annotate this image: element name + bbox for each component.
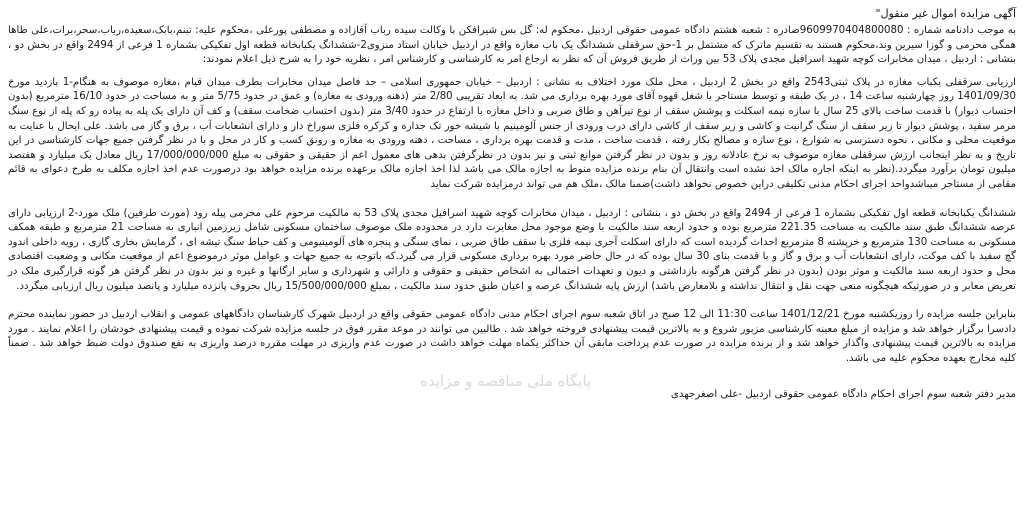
notice-title: آگهی مزایده اموال غیر منقول" [875,7,1016,20]
paragraph-house-appraisal: ششدانگ یکبابخانه قطعه اول تفکیکی بشماره 1 فرعی از 2494 واقع در بخش دو ، بنشانی : اردبیل ، میدان مخابرات کوچه شهید اسرافیل مجدی پلاک 53 به مالکیت مرحوم علی محرمی پیله رود (مورث طرفین) ملک مورد-2 ارزیابی دارای عرصه ششدانگ طبق سند مالکیت به مساحت 221.35 مترمربع بوده و حدود اربعه سند مالکیت با وضع موجود محل مغایرت دارد در محدوده ملک موصوف ساختمان مسکونی شامل زیرزمین انباری به مساحت 21 مترمربع و طبقه همکف مسکونی به مساحت 130 مترمربع و خرپشته 8 مترمربع احداث گردیده است که دارای اسکلت آجری نیمه فلزی با سقف طاق ضربی ، نمای سنگی و پنجره های آلومینیومی و کف حیاط سنگ تیشه ای ، گرمایش بخاری گازی ، رویه داخلی اندود گچ سفید با کف موکت، دارای انشعابات آب و برق و گاز و با قدمت بنای 30 سال بوده که در حال حاضر مورد بهره برداری مسکونی قرار می گیرد.که باتوجه به جمیع جهات و عوامل موثر درموضوع اعم از موقعیت مکانی و وضعیت اقتصادی محل و حدود اربعه سند مالکیت و موثر بودن (بدون در نظر گرفتن هرگونه بازداشتی و دیون و تعهدات احتمالی به اشخاص حقیقی و حقوقی و دارائی و شهرداری و سایر ارگانها و غیره و نیز بدون در نظر گرفتن هر گونه قرارگیری ملک در تعریض معابر و در صورتیکه هیچگونه منعی جهت نقل و انتقال نداشته و بلامعارض باشد) ارزش پایه ششدانگ عرصه و اعیان طبق حدود سند مالکیت ، بمبلغ 15/500/000/000 ریال بحروف پانزده میلیارد و پانصد میلیون ریال ارزیابی میگردد. [8,207,1017,292]
paragraph-case-intro: به موجب دادنامه شماره : 9609970404800080صادره : شعبه هشتم دادگاه عمومی حقوقی اردبیل ،محکوم له: گل بس شیرافکن با وکالت سیده رباب آقازاده و مصطفی پورعلی ،محکوم علیه: تبنم،بابک،سعیده،رباب،سحر،برات،علی طاها همگی محرمی و گوزا سیرین وند،محکوم هستند به تقسیم ماترک که مشتمل بر 1-حق سرقفلی ششدانگ یک باب مغازه واقع در اردبیل خیابان استاد منزوی2-ششدانگ یکبابخانه قطعه اول تفکیکی بشماره 1 فرعی از 2494 واقع در بخش دو ، بنشانی : اردبیل ، میدان مخابرات کوچه شهید اسرافیل مجدی پلاک 53 بین وراث از طریق فروش آن که نظر به ارجاع امر به کارشناسی و کارشناس امر ، نظریه خود را به شرح ذیل اعلام نمودند: [8,25,1016,66]
watermark-text: پایگاه ملی مناقصه و مزایده [420,372,592,390]
paragraph-shop-appraisal: ارزیابی سرقفلی یکباب مغازه در پلاک ثبتی2543 واقع در بخش 2 اردبیل ، محل ملک مورد اختلاف به نشانی : اردبیل – خیابان جمهوری اسلامی – حد فاصل میدان مخابرات بطرف میدان قیام ،مغازه موصوف به هنگام-1 بازدید مورخ 1401/09/30 روز چهارشنبه ساعت 14 ، در یک طبقه و توسط مستاجر با شغل قهوه آقای مورد بهره برداری می شد. به ابعاد تقریبی 2/80 متر (دهنه ورودی به مغازه) و عمق در حدود 5/75 متر و به مساحت در حدود 16/10 مترمربع (بدون احتساب دیوار) با قدمت ساخت بالای 25 سال با سازه نیمه اسکلت و پوشش سقف از نوع تیرآهن و طاق ضربی و داخل مغازه با ارتفاع در حدود 3/40 متر (بدون احتساب ضخامت سقف) و کف آن دارای یک پله به پیاده رو که پله از نوع سنگ مرمر سفید ، پوشش دیوار تا زیر سقف از سنگ گرانیت و کاشی و زیر سقف از کاشی دارای درب ورودی از جنس آلومینیم با شیشه خور تک جداره و کرکره فلزی سوراخ دار و دارای انشعابات آب ، برق و گاز می باشد. علی ایحال با عنایت به موقعیت محلی و مکانی ، نحوه دسترسی به شوارع ، نوع سازه و مصالح بکار رفته ، قدمت ساخت ، مدت و قدمت بهره برداری ، مساحت ، دهنه ورودی به مغازه و رونق کسب و کار در محل و با در نظر گرفتن جمیع جهات کارشناسی در این تاریخ و به نظر اینجانب ارزش سرقفلی مغازه موصوف به نرخ عادلانه روز و بدون در نظر گرفتن موانع ثبتی و نیز بدون در نظرگرفتن بدهی های معمول اعم از حقیقی و حقوقی به مبلغ 17/000/000/000 ریال معادل یک میلیارد و هفتصد میلیون تومان برآورد میگردد.(نظر به اینکه اجاره مالک اخذ نشده است وانتقال آن بنام برنده مزایده منوط به اجازه مالک می باشد لذا اخذ اجازه مالک برعهده برنده مزایده خواهد بود درصورت عدم اخذ اجازه مکلف به طرح دعوای به قائم مقامی از مستاجر میباشدواحد اجرای احکام مدنی تکلیفی دراین خصوص نخواهد داشت)ضمنا مالک ،ملک هم می تواند درمزایده شرکت نماید [8,76,1016,190]
signature-line: مدیر دفتر شعبه سوم اجرای احکام دادگاه عمومی حقوقی اردبیل -علی اصغرجهدی [670,389,1016,401]
paragraph-auction-session: بنابراین جلسه مزایده را روزیکشنبه مورخ 1401/12/21 ساعت 11:30 الی 12 صبح در اتاق شعبه سوم اجرای احکام مدنی دادگاه عمومی حقوقی واقع در اردبیل شهرک کارشناسان دادگاههای عمومی و انقلاب اردبیل در حضور نماینده محترم دادسرا برگزار خواهد شد و مزایده از مبلغ معینه کارشناسی مزبور شروع و به بالاترین قیمت پیشنهادی فروخته خواهد شد . طالبین می توانند در موعد مقرر فوق در جلسه مزایده شرکت نموده و قیمت پیشنهادی خودشان را اعلام نمایند . مورد مزایده به بالاترین قیمت پیشنهادی واگذار خواهد شد و از برنده مزایده در صورت عدم پرداخت مابقی آن حداکثر یکماه مهلت خواهد داشت در صورت عدم واریزی در مهلت مقرره درصد واریزی به نفع صندوق دولت ضبط خواهد شد . ضمناً کلیه مخارج بعهده محکوم علیه می باشد. [8,309,1017,364]
